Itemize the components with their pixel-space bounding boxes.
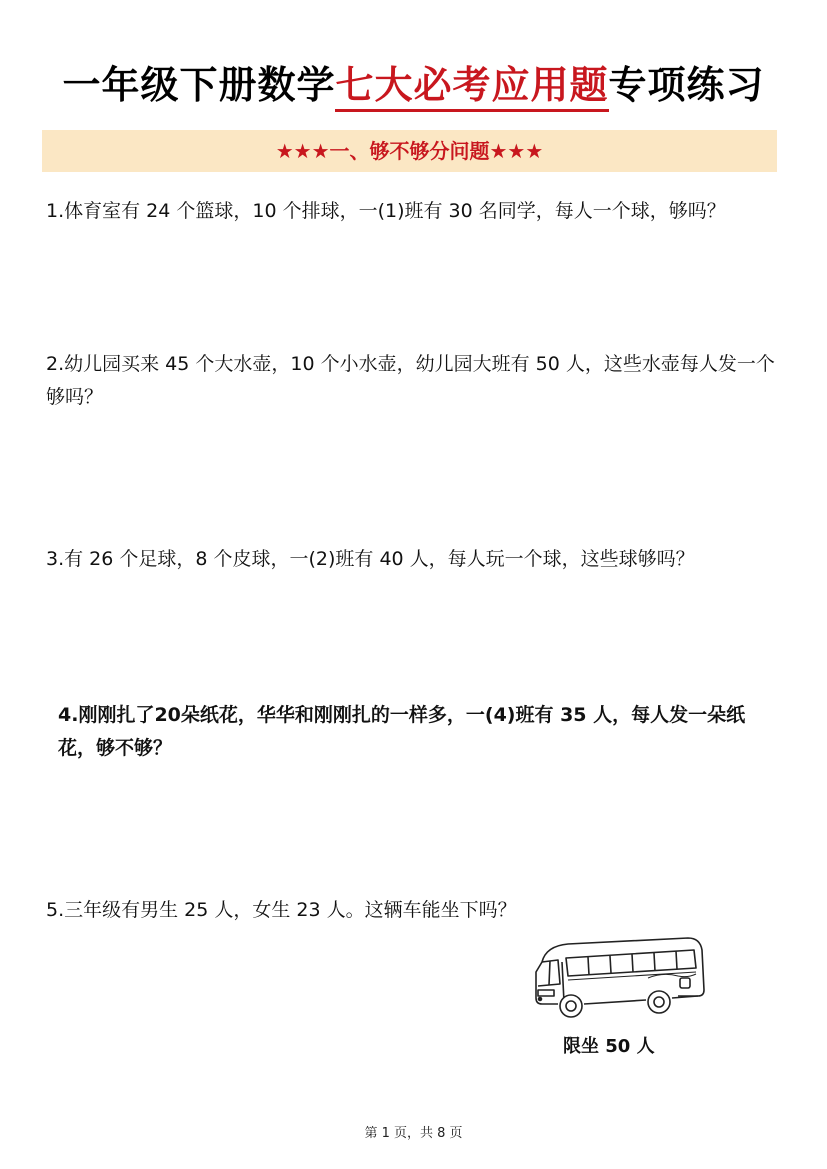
- section-heading: ★★★一、够不够分问题★★★: [42, 130, 777, 172]
- question-5: 5.三年级有男生 25 人，女生 23 人。这辆车能坐下吗？: [46, 899, 517, 921]
- bus-icon: [528, 932, 706, 1022]
- bus-caption: 限坐 50 人: [563, 1036, 655, 1057]
- question-2: 2.幼儿园买来 45 个大水壶，10 个小水壶，幼儿园大班有 50 人，这些水壶每人发一个够吗？: [46, 353, 775, 408]
- question-3: 3.有 26 个足球，8 个皮球，一(2)班有 40 人，每人玩一个球，这些球够吗？: [46, 548, 695, 570]
- title-highlight: 七大必考应用题: [335, 63, 608, 112]
- title-prefix: 一年级下册数学: [62, 63, 336, 107]
- question-4: 4.刚刚扎了20朵纸花，华华和刚刚扎的一样多，一(4)班有 35 人，每人发一朵纸花，够不够？: [58, 704, 746, 759]
- title-suffix: 专项练习: [608, 63, 765, 107]
- question-1: 1.体育室有 24 个篮球，10 个排球，一(1)班有 30 名同学，每人一个球，够吗？: [46, 200, 726, 222]
- page-footer: 第 1 页，共 8 页: [364, 1126, 463, 1141]
- page-title: [0, 54, 827, 109]
